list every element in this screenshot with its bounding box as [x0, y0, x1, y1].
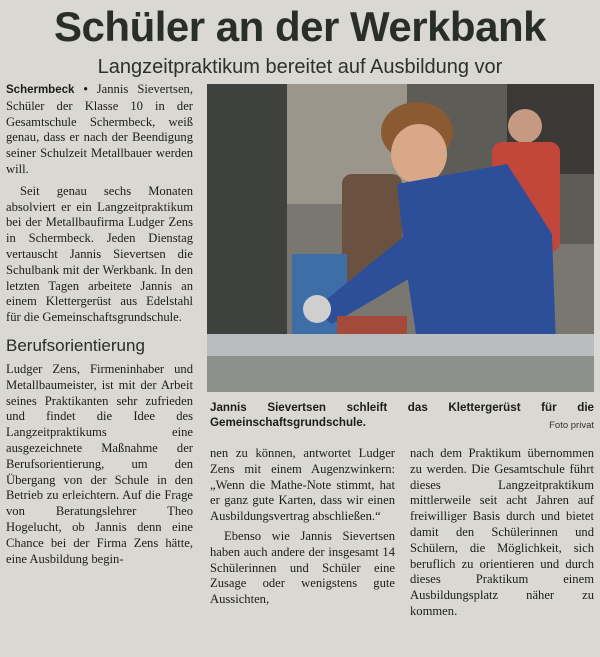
photo-caption: Jannis Sievertsen schleift das Klettergerüst für die Gemeinschaftsgrundschule. [210, 401, 594, 429]
article-column-2 [210, 446, 395, 608]
paragraph-2: Seit genau sechs Monaten absolviert er ein Langzeitpraktikum bei der Metallbaufirma Ludger Zens in Schermbeck. Jeden Dienstag vertauscht Jannis Sievertsen die Schulbank mit der Werkbank. In den letzten Tagen arbeitete Jannis an einem Klettergerüst aus Edelstahl für die Gemeinschaftsgrundschule. [6, 183, 193, 325]
photo-illustration [207, 84, 594, 392]
subheadline: Langzeitpraktikum bereitet auf Ausbildung vor [97, 56, 503, 78]
paragraph-1 [6, 82, 193, 178]
paragraph-1-text: Jannis Sievertsen, Schüler der Klasse 10 in der Gesamtschule Schermbeck, weiß genau, dass er nach der Beendigung seiner Schulzeit Metallbauer werden will. [6, 82, 193, 176]
dateline: Schermbeck • [6, 84, 97, 96]
photo-welding-student [207, 84, 594, 392]
headline: Schüler an der Werkbank [54, 3, 546, 50]
col3-paragraph-1: nach dem Praktikum übernommen zu werden. Die Gesamtschule führt dieses Langzeitpraktikum mittlerweile seit acht Jahren auf freiwilliger Basis durch und bietet damit den Schülerinnen und Schülern, die Möglichkeit, sich beruflich zu orientieren und durch dieses Praktikum einem Ausbildungsplatz näher zu kommen. [410, 446, 594, 618]
article-column-3 [410, 446, 594, 620]
col2-paragraph-1: nen zu können, antwortet Ludger Zens mit einem Augenzwinkern: „Wenn die Mathe-Note stimmt, hat er ganz gute Karten, dass wir einen Ausbildungsvertrag abschließen.“ [210, 446, 395, 524]
section-subtitle: Berufsorientierung [6, 335, 145, 355]
paragraph-3: Ludger Zens, Firmeninhaber und Metallbaumeister, ist mit der Arbeit seines Praktikanten sehr zufrieden und findet die Idee des Langzeitpraktikums eine ausgezeichnete Maßnahme der Berufsorientierung, um den Übergang von der Schule in den Betrieb zu erleichtern. Auf die Frage von Beratungslehrer Theo Hogelucht, ob Jannis denn eine Chance bei der Firma Zens hätte, eine Ausbildung begin- [6, 361, 193, 566]
photo-credit: Foto privat [549, 420, 594, 431]
col2-paragraph-2: Ebenso wie Jannis Sievertsen haben auch andere der insgesamt 14 Schülerinnen und Schüler eine Zusage oder wenigstens gute Aussichten, [210, 528, 395, 607]
article-column-1 [6, 82, 193, 567]
